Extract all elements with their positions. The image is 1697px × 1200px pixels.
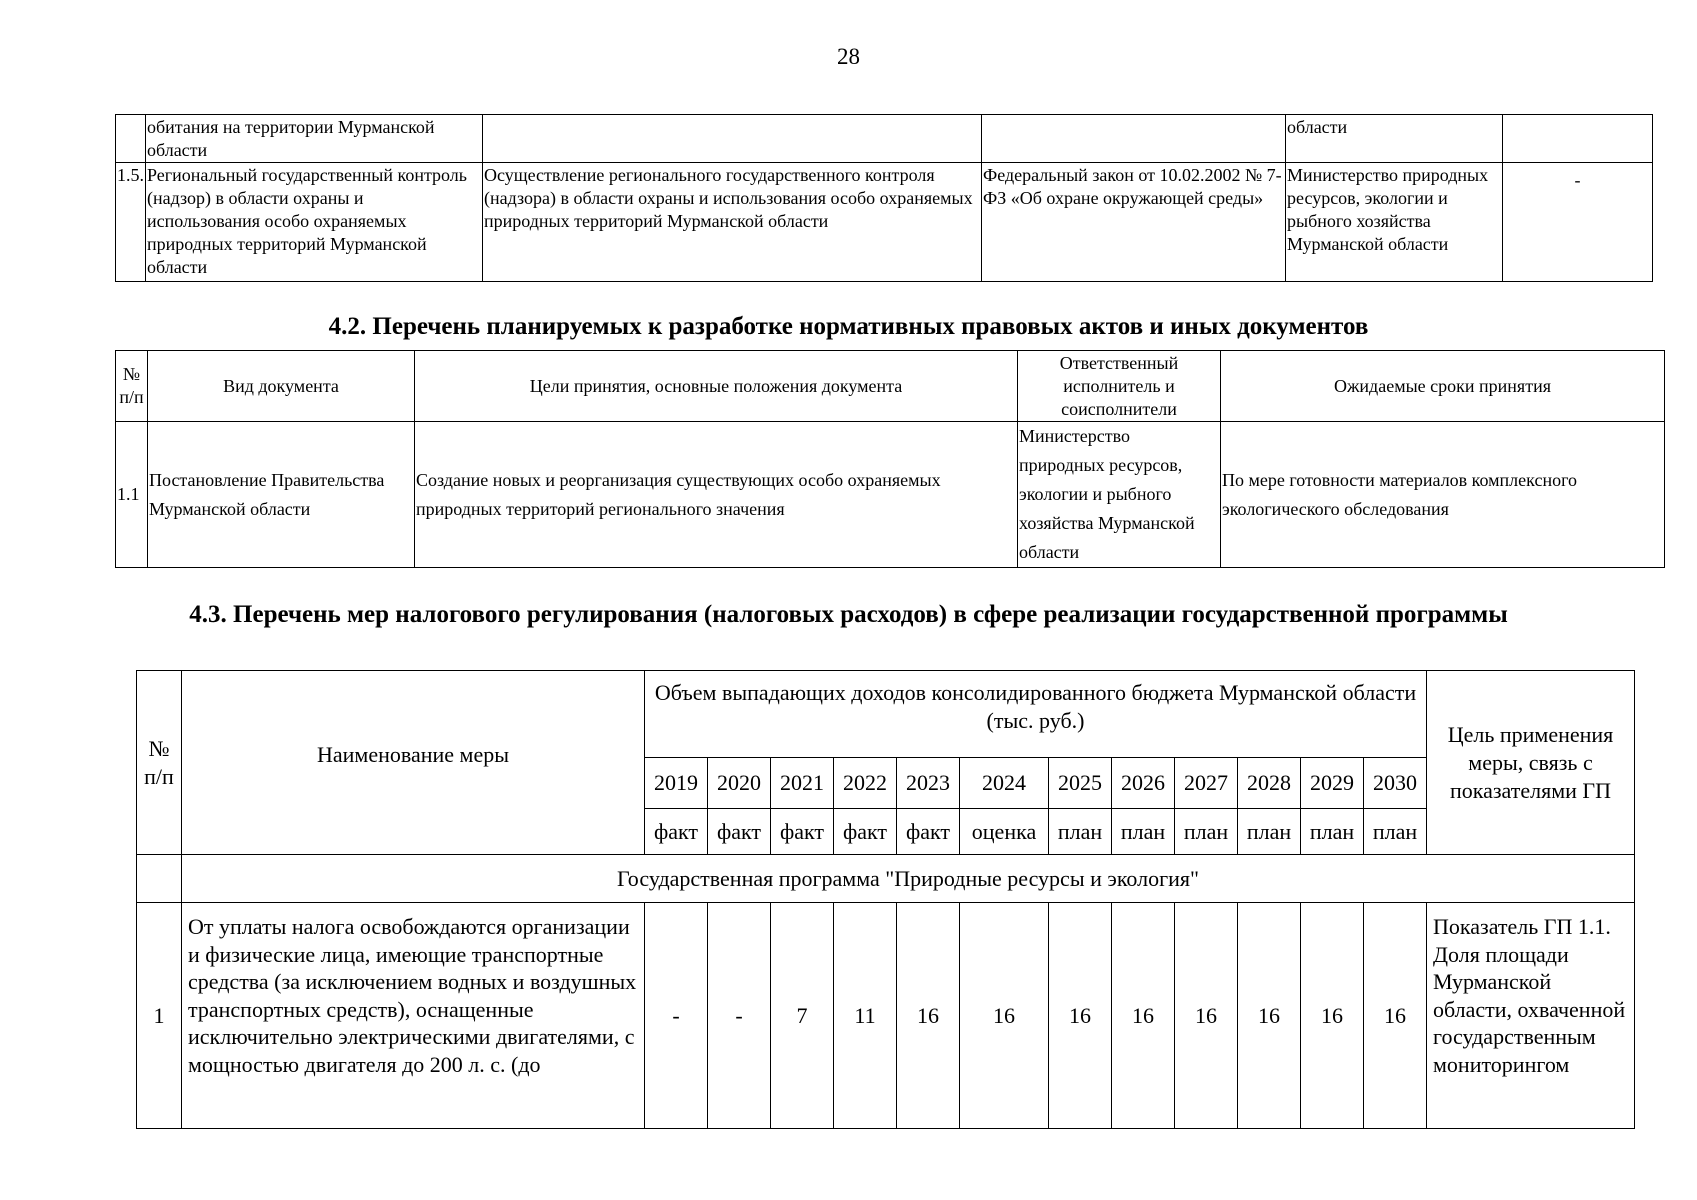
- status-cell: план: [1112, 809, 1175, 855]
- measure-name: От уплаты налога освобождаются организации и физические лица, имеющие транспортные средства (за исключением водных и воздушных транспортных средств), оснащенные исключительно электрическими двигателями, с мощностью двигателя до 200 л. с. (до: [182, 903, 645, 1129]
- section-heading-4-2: 4.2. Перечень планируемых к разработке нормативных правовых актов и иных документов: [328, 313, 1369, 340]
- planned-acts-table: [115, 350, 1665, 568]
- year-cell: 2026: [1112, 758, 1175, 809]
- status-cell: факт: [897, 809, 960, 855]
- executor: Министерство природных ресурсов, экологии и рыбного хозяйства Мурманской области: [1286, 163, 1503, 282]
- row-number: 1.1: [116, 422, 148, 568]
- year-cell: 2028: [1238, 758, 1301, 809]
- status-cell: план: [1301, 809, 1364, 855]
- row-number: 1: [137, 903, 182, 1129]
- control-purpose: [483, 115, 982, 163]
- responsible: Министерство природных ресурсов, экологии и рыбного хозяйства Мурманской области: [1018, 422, 1221, 568]
- value-cell: 16: [1238, 903, 1301, 1129]
- row-number: 1.5.: [116, 163, 146, 282]
- row-number: [116, 115, 146, 163]
- value-cell: 11: [834, 903, 897, 1129]
- control-purpose: Осуществление регионального государственного контроля (надзора) в области охраны и использования особо охраняемых природных территорий Мурманской области: [483, 163, 982, 282]
- value-cell: 16: [1301, 903, 1364, 1129]
- status-cell: факт: [645, 809, 708, 855]
- value-cell: -: [708, 903, 771, 1129]
- doc-goals: Создание новых и реорганизация существующих особо охраняемых природных территорий регионального значения: [415, 422, 1018, 568]
- status-cell: план: [1175, 809, 1238, 855]
- header-num: № п/п: [137, 671, 182, 855]
- section-heading-4-3: 4.3. Перечень мер налогового регулирования (налоговых расходов) в сфере реализации государственной программы: [189, 601, 1508, 628]
- value-cell: 7: [771, 903, 834, 1129]
- table-header-row: [116, 351, 1665, 422]
- header-doc-type: Вид документа: [148, 351, 415, 422]
- tax-measures-table: [136, 670, 1635, 1129]
- table-row: [116, 163, 1653, 282]
- header-responsible: Ответственный исполнитель и соисполнители: [1018, 351, 1221, 422]
- year-cell: 2029: [1301, 758, 1364, 809]
- year-cell: 2020: [708, 758, 771, 809]
- executor: области: [1286, 115, 1503, 163]
- header-num: № п/п: [116, 351, 148, 422]
- control-name: обитания на территории Мурманской области: [146, 115, 483, 163]
- year-cell: 2024: [960, 758, 1049, 809]
- table-row: [116, 422, 1665, 568]
- program-name: Государственная программа "Природные ресурсы и экология": [182, 855, 1635, 903]
- header-goals: Цели принятия, основные положения документа: [415, 351, 1018, 422]
- table-row: [137, 903, 1635, 1129]
- header-deadline: Ожидаемые сроки принятия: [1221, 351, 1665, 422]
- header-goal: Цель применения меры, связь с показателями ГП: [1427, 671, 1635, 855]
- year-cell: 2019: [645, 758, 708, 809]
- header-measure: Наименование меры: [182, 671, 645, 855]
- continuation-table: [115, 114, 1653, 282]
- year-cell: 2025: [1049, 758, 1112, 809]
- status-cell: факт: [771, 809, 834, 855]
- status-cell: факт: [708, 809, 771, 855]
- status-cell: оценка: [960, 809, 1049, 855]
- year-cell: 2022: [834, 758, 897, 809]
- program-row: [137, 855, 1635, 903]
- year-cell: 2023: [897, 758, 960, 809]
- value-cell: 16: [897, 903, 960, 1129]
- legal-basis: [982, 115, 1286, 163]
- status-cell: план: [1049, 809, 1112, 855]
- table-header-row: [137, 671, 1635, 758]
- status-cell: план: [1364, 809, 1427, 855]
- value-cell: 16: [1049, 903, 1112, 1129]
- note: [1503, 115, 1653, 163]
- doc-type: Постановление Правительства Мурманской области: [148, 422, 415, 568]
- page-number: 28: [837, 44, 860, 69]
- value-cell: 16: [960, 903, 1049, 1129]
- value-cell: -: [645, 903, 708, 1129]
- status-cell: план: [1238, 809, 1301, 855]
- table-row: [116, 115, 1653, 163]
- control-name: Региональный государственный контроль (надзор) в области охраны и использования особо охраняемых природных территорий Мурманской области: [146, 163, 483, 282]
- legal-basis: Федеральный закон от 10.02.2002 № 7-ФЗ «Об охране окружающей среды»: [982, 163, 1286, 282]
- deadline: По мере готовности материалов комплексного экологического обследования: [1221, 422, 1665, 568]
- note: -: [1503, 163, 1653, 282]
- year-cell: 2027: [1175, 758, 1238, 809]
- status-cell: факт: [834, 809, 897, 855]
- value-cell: 16: [1112, 903, 1175, 1129]
- goal-text: Показатель ГП 1.1. Доля площади Мурманской области, охваченной государственным мониторингом: [1427, 903, 1635, 1129]
- empty-cell: [137, 855, 182, 903]
- value-cell: 16: [1364, 903, 1427, 1129]
- value-cell: 16: [1175, 903, 1238, 1129]
- year-cell: 2021: [771, 758, 834, 809]
- year-cell: 2030: [1364, 758, 1427, 809]
- header-volume: Объем выпадающих доходов консолидированного бюджета Мурманской области (тыс. руб.): [645, 671, 1427, 758]
